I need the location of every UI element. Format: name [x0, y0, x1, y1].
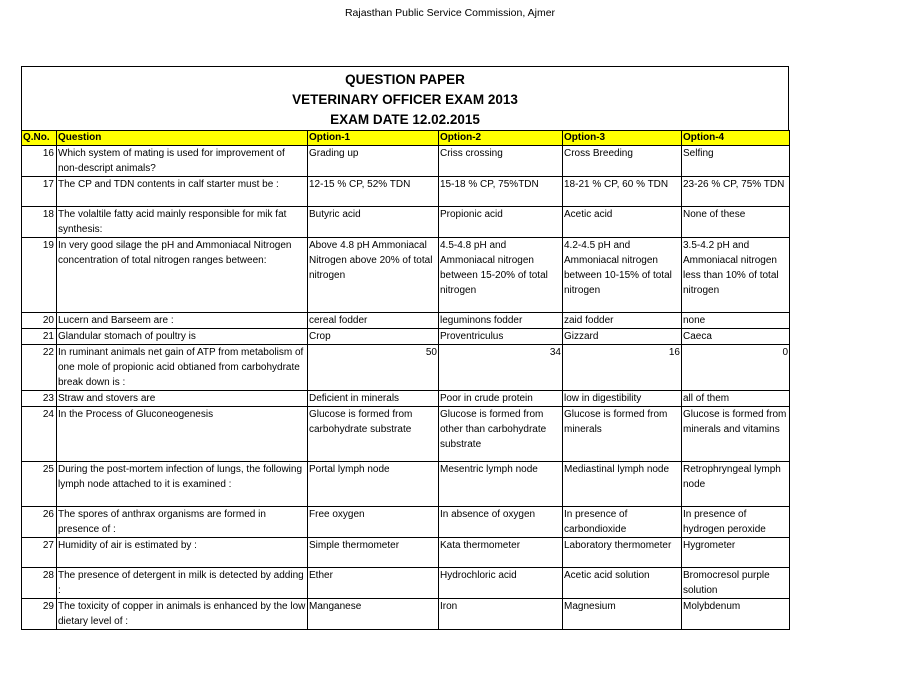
option-4: Hygrometer [682, 538, 790, 568]
question-number: 28 [22, 568, 57, 599]
option-4: Retrophryngeal lymph node [682, 462, 790, 507]
question-row [22, 329, 790, 345]
question-number: 25 [22, 462, 57, 507]
question-number: 24 [22, 407, 57, 462]
option-2: Iron [439, 599, 563, 630]
option-3: 18-21 % CP, 60 % TDN [563, 177, 682, 207]
question-number: 17 [22, 177, 57, 207]
option-3: Acetic acid solution [563, 568, 682, 599]
question-text: In ruminant animals net gain of ATP from metabolism of one mole of propionic acid obtianed from carbohydrate break down is : [57, 345, 308, 391]
question-rows [22, 146, 790, 630]
question-text: The spores of anthrax organisms are formed in presence of : [57, 507, 308, 538]
option-1: Deficient in minerals [308, 391, 439, 407]
option-2: Glucose is formed from other than carbohydrate substrate [439, 407, 563, 462]
option-2: Kata thermometer [439, 538, 563, 568]
question-row [22, 207, 790, 238]
title-line-3: EXAM DATE 12.02.2015 [330, 112, 480, 127]
option-3: 4.2-4.5 pH and Ammoniacal nitrogen between 10-15% of total nitrogen [563, 238, 682, 313]
col-header-option-4: Option-4 [682, 131, 790, 146]
question-text: The presence of detergent in milk is detected by adding : [57, 568, 308, 599]
question-number: 22 [22, 345, 57, 391]
option-3: Gizzard [563, 329, 682, 345]
option-2: Mesentric lymph node [439, 462, 563, 507]
question-row [22, 238, 790, 313]
option-3: low in digestibility [563, 391, 682, 407]
question-row [22, 599, 790, 630]
option-4: In presence of hydrogen peroxide [682, 507, 790, 538]
question-text: Humidity of air is estimated by : [57, 538, 308, 568]
option-2: 34 [439, 345, 563, 391]
option-2: leguminons fodder [439, 313, 563, 329]
question-row [22, 462, 790, 507]
option-3: zaid fodder [563, 313, 682, 329]
question-number: 20 [22, 313, 57, 329]
question-text: The CP and TDN contents in calf starter must be : [57, 177, 308, 207]
question-number: 18 [22, 207, 57, 238]
title-block [21, 66, 789, 130]
option-3: 16 [563, 345, 682, 391]
option-2: Hydrochloric acid [439, 568, 563, 599]
question-row [22, 391, 790, 407]
option-4: 23-26 % CP, 75% TDN [682, 177, 790, 207]
question-row [22, 146, 790, 177]
option-1: Butyric acid [308, 207, 439, 238]
question-row [22, 568, 790, 599]
title-line-2: VETERINARY OFFICER EXAM 2013 [292, 92, 518, 107]
option-1: Crop [308, 329, 439, 345]
option-1: Portal lymph node [308, 462, 439, 507]
question-text: During the post-mortem infection of lungs, the following lymph node attached to it is examined : [57, 462, 308, 507]
option-4: 3.5-4.2 pH and Ammoniacal nitrogen less than 10% of total nitrogen [682, 238, 790, 313]
col-header-option-2: Option-2 [439, 131, 563, 146]
option-4: Selfing [682, 146, 790, 177]
question-table [21, 130, 790, 630]
question-row [22, 313, 790, 329]
option-4: Glucose is formed from minerals and vitamins [682, 407, 790, 462]
question-sheet [21, 66, 789, 630]
question-text: In the Process of Gluconeogenesis [57, 407, 308, 462]
question-number: 26 [22, 507, 57, 538]
option-1: cereal fodder [308, 313, 439, 329]
header-row [22, 131, 790, 146]
option-3: Mediastinal lymph node [563, 462, 682, 507]
option-1: Ether [308, 568, 439, 599]
option-3: Glucose is formed from minerals [563, 407, 682, 462]
question-number: 21 [22, 329, 57, 345]
option-1: Simple thermometer [308, 538, 439, 568]
option-4: None of these [682, 207, 790, 238]
question-number: 19 [22, 238, 57, 313]
option-4: all of them [682, 391, 790, 407]
col-header-option-3: Option-3 [563, 131, 682, 146]
question-row [22, 538, 790, 568]
option-4: 0 [682, 345, 790, 391]
col-header-question: Question [57, 131, 308, 146]
question-text: The volaltile fatty acid mainly responsible for mik fat synthesis: [57, 207, 308, 238]
option-4: Molybdenum [682, 599, 790, 630]
option-2: In absence of oxygen [439, 507, 563, 538]
question-row [22, 345, 790, 391]
option-1: Above 4.8 pH Ammoniacal Nitrogen above 20% of total nitrogen [308, 238, 439, 313]
option-1: 12-15 % CP, 52% TDN [308, 177, 439, 207]
option-1: 50 [308, 345, 439, 391]
option-2: Poor in crude protein [439, 391, 563, 407]
question-row [22, 407, 790, 462]
document-header: Rajasthan Public Service Commission, Ajmer [344, 7, 556, 19]
option-3: Acetic acid [563, 207, 682, 238]
question-number: 23 [22, 391, 57, 407]
question-text: Straw and stovers are [57, 391, 308, 407]
option-2: 15-18 % CP, 75%TDN [439, 177, 563, 207]
option-4: Bromocresol purple solution [682, 568, 790, 599]
option-4: Caeca [682, 329, 790, 345]
question-text: Glandular stomach of poultry is [57, 329, 308, 345]
option-3: In presence of carbondioxide [563, 507, 682, 538]
question-number: 27 [22, 538, 57, 568]
option-2: Propionic acid [439, 207, 563, 238]
option-4: none [682, 313, 790, 329]
option-2: Proventriculus [439, 329, 563, 345]
option-2: Criss crossing [439, 146, 563, 177]
question-number: 29 [22, 599, 57, 630]
col-header-qno: Q.No. [22, 131, 57, 146]
col-header-option-1: Option-1 [308, 131, 439, 146]
question-row [22, 507, 790, 538]
question-row [22, 177, 790, 207]
option-1: Manganese [308, 599, 439, 630]
question-number: 16 [22, 146, 57, 177]
option-1: Glucose is formed from carbohydrate substrate [308, 407, 439, 462]
question-text: In very good silage the pH and Ammoniacal Nitrogen concentration of total nitrogen ranges between: [57, 238, 308, 313]
question-text: Which system of mating is used for improvement of non-descript animals? [57, 146, 308, 177]
option-2: 4.5-4.8 pH and Ammoniacal nitrogen between 15-20% of total nitrogen [439, 238, 563, 313]
option-3: Laboratory thermometer [563, 538, 682, 568]
option-3: Cross Breeding [563, 146, 682, 177]
option-3: Magnesium [563, 599, 682, 630]
option-1: Free oxygen [308, 507, 439, 538]
title-line-1: QUESTION PAPER [345, 72, 465, 87]
option-1: Grading up [308, 146, 439, 177]
question-text: The toxicity of copper in animals is enhanced by the low dietary level of : [57, 599, 308, 630]
question-text: Lucern and Barseem are : [57, 313, 308, 329]
